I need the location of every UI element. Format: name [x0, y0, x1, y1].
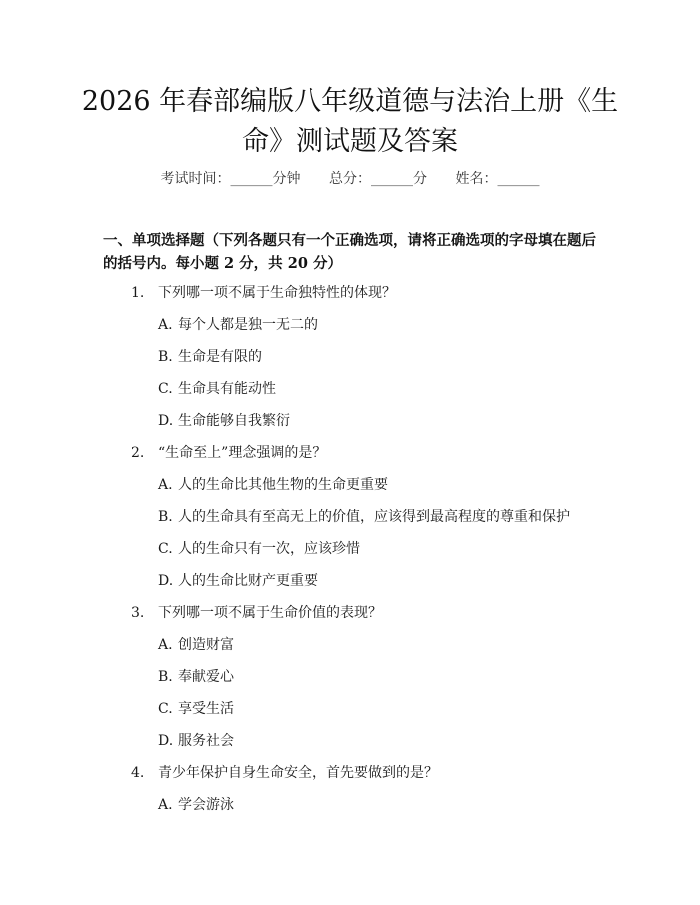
question-1: [131, 282, 396, 302]
option-text: 创造财富: [178, 637, 234, 653]
option-2d: [158, 570, 318, 590]
exam-time-field: 考试时间：______分钟: [160, 171, 301, 187]
option-text: 人的生命只有一次，应该珍惜: [178, 541, 360, 557]
option-1a: [158, 314, 318, 334]
option-letter: B.: [158, 669, 173, 685]
option-3b: [158, 666, 234, 686]
question-number: 1.: [131, 285, 145, 301]
question-2: [131, 442, 326, 462]
option-text: 生命具有能动性: [178, 381, 276, 397]
option-3a: [158, 634, 234, 654]
option-text: 人的生命比财产更重要: [178, 573, 318, 589]
option-3c: [158, 698, 234, 718]
option-text: 服务社会: [178, 733, 234, 749]
option-1b: [158, 346, 262, 366]
option-letter: A.: [158, 797, 173, 813]
option-letter: C.: [158, 381, 173, 397]
option-text: 生命能够自我繁衍: [178, 413, 290, 429]
option-letter: C.: [158, 701, 173, 717]
option-letter: D.: [158, 573, 174, 589]
option-letter: C.: [158, 541, 173, 557]
option-letter: D.: [158, 733, 174, 749]
question-4: [131, 762, 438, 782]
option-letter: D.: [158, 413, 174, 429]
option-letter: A.: [158, 637, 173, 653]
option-1c: [158, 378, 276, 398]
question-text: 青少年保护自身生命安全，首先要做到的是？: [158, 765, 438, 781]
option-3d: [158, 730, 234, 750]
option-text: 生命是有限的: [178, 349, 262, 365]
option-text: 每个人都是独一无二的: [178, 317, 318, 333]
option-letter: A.: [158, 477, 173, 493]
question-number: 3.: [131, 605, 145, 621]
exam-meta: [0, 168, 700, 188]
title-line-2: 命》测试题及答案: [242, 126, 458, 157]
option-2c: [158, 538, 360, 558]
question-text: 下列哪一项不属于生命价值的表现？: [158, 605, 382, 621]
total-score-field: 总分：______分: [329, 171, 427, 187]
question-text: 下列哪一项不属于生命独特性的体现？: [158, 285, 396, 301]
option-1d: [158, 410, 290, 430]
option-4a: [158, 794, 234, 814]
option-letter: B.: [158, 349, 173, 365]
option-text: 奉献爱心: [178, 669, 234, 685]
title-line-1: 2026 年春部编版八年级道德与法治上册《生: [81, 86, 619, 117]
question-text: “生命至上”理念强调的是？: [158, 445, 327, 461]
option-letter: A.: [158, 317, 173, 333]
option-text: 享受生活: [178, 701, 234, 717]
section-heading: 一、单项选择题（下列各题只有一个正确选项，请将正确选项的字母填在题后的括号内。每小题 2 分，共 20 分）: [103, 232, 596, 272]
student-name-field: 姓名：______: [455, 171, 540, 187]
option-text: 人的生命比其他生物的生命更重要: [178, 477, 388, 493]
question-3: [131, 602, 382, 622]
option-2b: [158, 506, 570, 526]
option-text: 学会游泳: [178, 797, 234, 813]
option-text: 人的生命具有至高无上的价值，应该得到最高程度的尊重和保护: [178, 509, 570, 525]
option-letter: B.: [158, 509, 173, 525]
option-2a: [158, 474, 388, 494]
question-number: 2.: [131, 445, 145, 461]
document-title: [60, 82, 640, 162]
question-number: 4.: [131, 765, 145, 781]
